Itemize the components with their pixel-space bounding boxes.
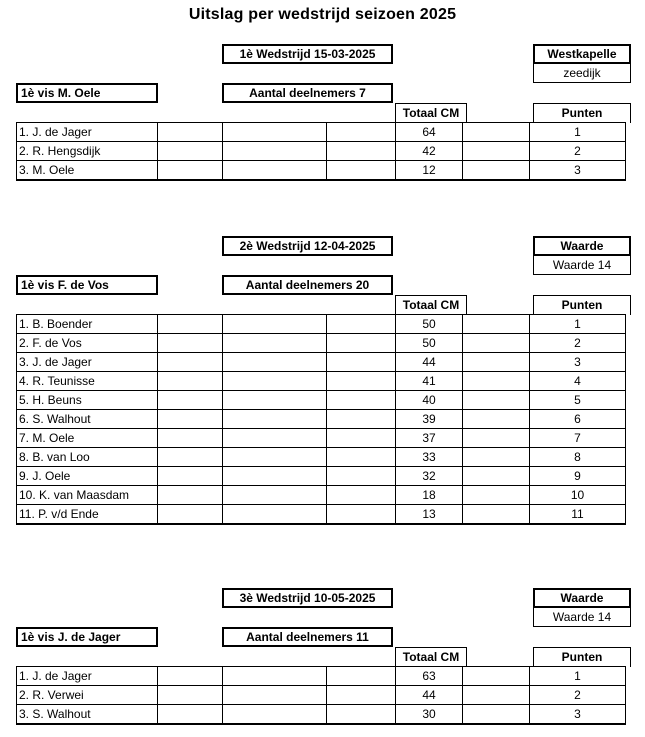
empty-cell bbox=[327, 410, 396, 429]
totaal-cm-value: 63 bbox=[396, 667, 463, 686]
empty-cell bbox=[463, 334, 530, 353]
empty-cell bbox=[327, 705, 396, 725]
result-row bbox=[17, 161, 626, 181]
punten-value: 5 bbox=[530, 391, 626, 410]
totaal-cm-value: 44 bbox=[396, 686, 463, 705]
participant-name: 3. M. Oele bbox=[17, 161, 158, 181]
participant-name: 11. P. v/d Ende bbox=[17, 505, 158, 525]
empty-cell bbox=[223, 123, 327, 142]
empty-cell bbox=[463, 391, 530, 410]
empty-cell bbox=[223, 391, 327, 410]
empty-cell bbox=[327, 505, 396, 525]
punten-value: 9 bbox=[530, 467, 626, 486]
participant-name: 1. B. Boender bbox=[17, 315, 158, 334]
participants-count: Aantal deelnemers 7 bbox=[222, 83, 393, 103]
empty-cell bbox=[158, 334, 223, 353]
punten-value: 3 bbox=[530, 705, 626, 725]
punten-value: 7 bbox=[530, 429, 626, 448]
totaal-cm-value: 50 bbox=[396, 315, 463, 334]
empty-cell bbox=[223, 410, 327, 429]
empty-cell bbox=[327, 667, 396, 686]
empty-cell bbox=[327, 353, 396, 372]
result-row bbox=[17, 667, 626, 686]
empty-cell bbox=[223, 315, 327, 334]
empty-cell bbox=[158, 410, 223, 429]
empty-cell bbox=[463, 486, 530, 505]
result-row bbox=[17, 142, 626, 161]
match-heading: 1è Wedstrijd 15-03-2025 bbox=[222, 44, 393, 64]
result-row bbox=[17, 334, 626, 353]
totaal-cm-value: 32 bbox=[396, 467, 463, 486]
empty-cell bbox=[158, 161, 223, 181]
empty-cell bbox=[463, 429, 530, 448]
empty-cell bbox=[463, 315, 530, 334]
result-row bbox=[17, 705, 626, 725]
empty-cell bbox=[158, 123, 223, 142]
empty-cell bbox=[463, 448, 530, 467]
empty-cell bbox=[327, 315, 396, 334]
result-row bbox=[17, 353, 626, 372]
result-row bbox=[17, 448, 626, 467]
first-fish-label: 1è vis F. de Vos bbox=[16, 275, 158, 295]
empty-cell bbox=[223, 467, 327, 486]
empty-cell bbox=[158, 315, 223, 334]
totaal-cm-value: 42 bbox=[396, 142, 463, 161]
participants-count: Aantal deelnemers 11 bbox=[222, 627, 393, 647]
punten-value: 8 bbox=[530, 448, 626, 467]
result-row bbox=[17, 505, 626, 525]
first-fish-label: 1è vis J. de Jager bbox=[16, 627, 158, 647]
empty-cell bbox=[158, 667, 223, 686]
empty-cell bbox=[327, 161, 396, 181]
empty-cell bbox=[158, 686, 223, 705]
participant-name: 1. J. de Jager bbox=[17, 123, 158, 142]
empty-cell bbox=[327, 334, 396, 353]
empty-cell bbox=[158, 448, 223, 467]
empty-cell bbox=[463, 686, 530, 705]
result-row bbox=[17, 429, 626, 448]
participant-name: 2. R. Verwei bbox=[17, 686, 158, 705]
totaal-cm-value: 39 bbox=[396, 410, 463, 429]
result-row bbox=[17, 123, 626, 142]
participant-name: 10. K. van Maasdam bbox=[17, 486, 158, 505]
results-table bbox=[16, 122, 626, 181]
participant-name: 7. M. Oele bbox=[17, 429, 158, 448]
empty-cell bbox=[158, 505, 223, 525]
empty-cell bbox=[327, 391, 396, 410]
empty-cell bbox=[327, 123, 396, 142]
punten-value: 1 bbox=[530, 123, 626, 142]
totaal-cm-value: 44 bbox=[396, 353, 463, 372]
participant-name: 8. B. van Loo bbox=[17, 448, 158, 467]
empty-cell bbox=[463, 123, 530, 142]
empty-cell bbox=[158, 391, 223, 410]
page-title: Uitslag per wedstrijd seizoen 2025 bbox=[188, 6, 457, 23]
empty-cell bbox=[327, 372, 396, 391]
punten-value: 6 bbox=[530, 410, 626, 429]
empty-cell bbox=[463, 142, 530, 161]
empty-cell bbox=[223, 705, 327, 725]
empty-cell bbox=[463, 467, 530, 486]
empty-cell bbox=[463, 372, 530, 391]
results-table bbox=[16, 666, 626, 725]
empty-cell bbox=[223, 486, 327, 505]
totaal-cm-header: Totaal CM bbox=[395, 647, 467, 667]
participant-name: 4. R. Teunisse bbox=[17, 372, 158, 391]
match-sublocation: Waarde 14 bbox=[533, 256, 631, 275]
empty-cell bbox=[158, 142, 223, 161]
punten-value: 11 bbox=[530, 505, 626, 525]
result-row bbox=[17, 410, 626, 429]
empty-cell bbox=[158, 486, 223, 505]
participant-name: 3. J. de Jager bbox=[17, 353, 158, 372]
match-heading: 2è Wedstrijd 12-04-2025 bbox=[222, 236, 393, 256]
empty-cell bbox=[158, 467, 223, 486]
totaal-cm-value: 37 bbox=[396, 429, 463, 448]
results-table bbox=[16, 314, 626, 525]
empty-cell bbox=[223, 334, 327, 353]
punten-value: 3 bbox=[530, 353, 626, 372]
empty-cell bbox=[223, 429, 327, 448]
empty-cell bbox=[158, 429, 223, 448]
totaal-cm-value: 30 bbox=[396, 705, 463, 725]
totaal-cm-value: 50 bbox=[396, 334, 463, 353]
punten-value: 1 bbox=[530, 315, 626, 334]
participant-name: 9. J. Oele bbox=[17, 467, 158, 486]
first-fish-label: 1è vis M. Oele bbox=[16, 83, 158, 103]
result-row bbox=[17, 486, 626, 505]
totaal-cm-value: 64 bbox=[396, 123, 463, 142]
empty-cell bbox=[223, 667, 327, 686]
match-sublocation: Waarde 14 bbox=[533, 608, 631, 627]
participants-count: Aantal deelnemers 20 bbox=[222, 275, 393, 295]
empty-cell bbox=[223, 686, 327, 705]
empty-cell bbox=[158, 372, 223, 391]
participant-name: 1. J. de Jager bbox=[17, 667, 158, 686]
totaal-cm-value: 33 bbox=[396, 448, 463, 467]
punten-value: 4 bbox=[530, 372, 626, 391]
empty-cell bbox=[327, 429, 396, 448]
empty-cell bbox=[327, 486, 396, 505]
empty-cell bbox=[223, 505, 327, 525]
result-row bbox=[17, 391, 626, 410]
totaal-cm-header: Totaal CM bbox=[395, 103, 467, 123]
totaal-cm-value: 18 bbox=[396, 486, 463, 505]
empty-cell bbox=[463, 505, 530, 525]
participant-name: 6. S. Walhout bbox=[17, 410, 158, 429]
match-location: Westkapelle bbox=[533, 44, 631, 64]
punten-value: 10 bbox=[530, 486, 626, 505]
result-row bbox=[17, 686, 626, 705]
totaal-cm-value: 40 bbox=[396, 391, 463, 410]
match-location: Waarde bbox=[533, 588, 631, 608]
punten-value: 2 bbox=[530, 334, 626, 353]
result-row bbox=[17, 467, 626, 486]
punten-header: Punten bbox=[533, 103, 631, 123]
punten-value: 3 bbox=[530, 161, 626, 181]
empty-cell bbox=[223, 142, 327, 161]
match-heading: 3è Wedstrijd 10-05-2025 bbox=[222, 588, 393, 608]
empty-cell bbox=[223, 161, 327, 181]
empty-cell bbox=[463, 353, 530, 372]
empty-cell bbox=[463, 161, 530, 181]
empty-cell bbox=[327, 448, 396, 467]
empty-cell bbox=[463, 705, 530, 725]
participant-name: 3. S. Walhout bbox=[17, 705, 158, 725]
match-location: Waarde bbox=[533, 236, 631, 256]
empty-cell bbox=[223, 372, 327, 391]
empty-cell bbox=[327, 686, 396, 705]
punten-header: Punten bbox=[533, 647, 631, 667]
empty-cell bbox=[463, 410, 530, 429]
result-row bbox=[17, 372, 626, 391]
match-sublocation: zeedijk bbox=[533, 64, 631, 83]
empty-cell bbox=[223, 448, 327, 467]
empty-cell bbox=[327, 467, 396, 486]
participant-name: 2. F. de Vos bbox=[17, 334, 158, 353]
punten-value: 2 bbox=[530, 686, 626, 705]
totaal-cm-value: 12 bbox=[396, 161, 463, 181]
totaal-cm-value: 41 bbox=[396, 372, 463, 391]
empty-cell bbox=[327, 142, 396, 161]
totaal-cm-value: 13 bbox=[396, 505, 463, 525]
participant-name: 2. R. Hengsdijk bbox=[17, 142, 158, 161]
punten-value: 1 bbox=[530, 667, 626, 686]
empty-cell bbox=[158, 705, 223, 725]
punten-header: Punten bbox=[533, 295, 631, 315]
empty-cell bbox=[158, 353, 223, 372]
result-row bbox=[17, 315, 626, 334]
empty-cell bbox=[463, 667, 530, 686]
empty-cell bbox=[223, 353, 327, 372]
totaal-cm-header: Totaal CM bbox=[395, 295, 467, 315]
punten-value: 2 bbox=[530, 142, 626, 161]
participant-name: 5. H. Beuns bbox=[17, 391, 158, 410]
